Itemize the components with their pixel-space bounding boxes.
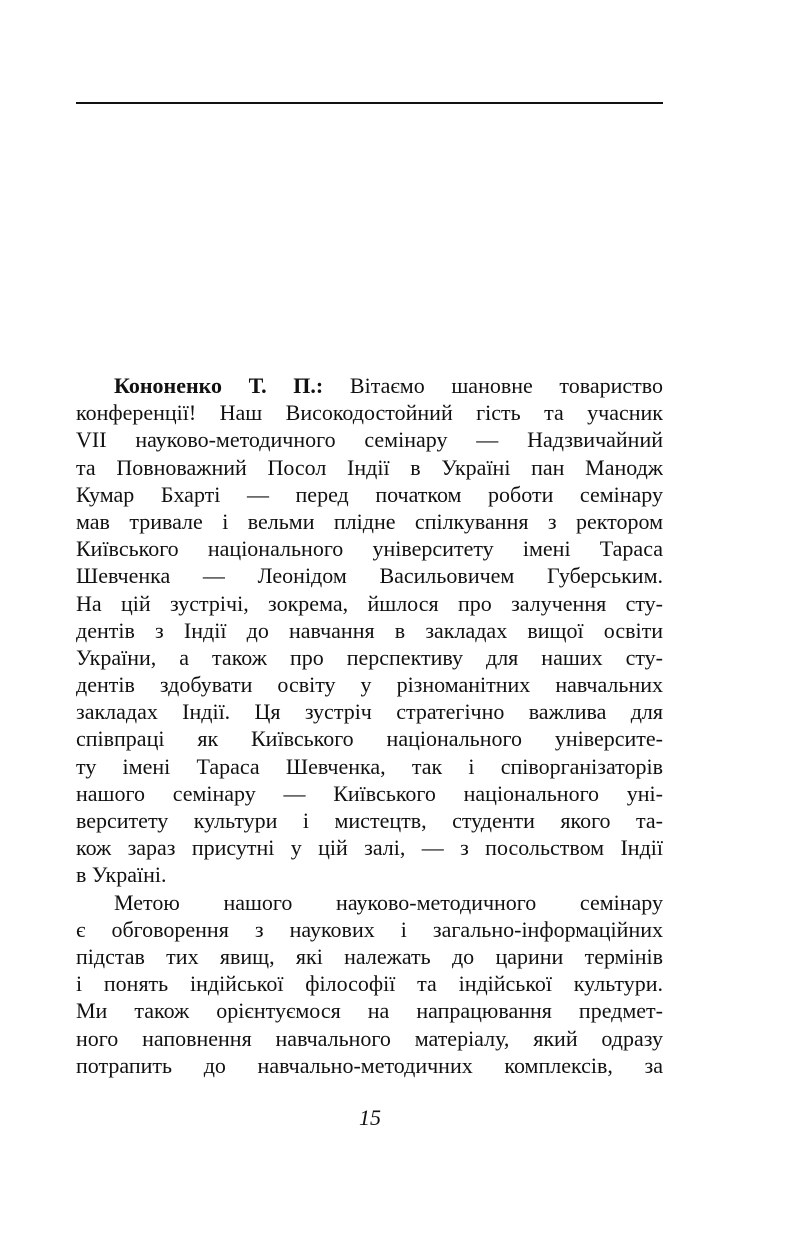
text-line: дентів здобувати освіту у різноманітних навчальних xyxy=(76,672,663,698)
text-line: VII науково-методичного семінару — Надзвичайний xyxy=(76,427,663,453)
text-line: Кумар Бхарті — перед початком роботи семінару xyxy=(76,481,663,507)
text-line: закладах Індії. Ця зустріч стратегічно важлива для xyxy=(76,699,663,725)
text-line: України, а також про перспективу для наших сту- xyxy=(76,644,663,670)
text-line: конференції! Наш Високодостойний гість та учасник xyxy=(76,400,663,426)
text-line: Метою нашого науково-методичного семінару xyxy=(114,889,663,915)
text-line: Ми також орієнтуємося на напрацювання предмет- xyxy=(76,998,663,1024)
text-line: ного наповнення навчального матеріалу, який одразу xyxy=(76,1025,663,1051)
paragraph-2 xyxy=(76,889,663,1079)
text-line: і понять індійської філософії та індійської культури. xyxy=(76,971,663,997)
text-line: ту імені Тараса Шевченка, так і співорганізаторів xyxy=(76,753,663,779)
paragraph-1 xyxy=(76,372,663,889)
text-line: та Повноважний Посол Індії в Україні пан Манодж xyxy=(76,454,663,480)
text-line: На цій зустрічі, зокрема, йшлося про залучення сту- xyxy=(76,590,663,616)
body-text xyxy=(76,372,663,1079)
text-line-rest: Вітаємо шановне товариство xyxy=(323,373,663,398)
text-line: потрапить до навчально-методичних комплексів, за xyxy=(76,1052,663,1078)
text-line: дентів з Індії до навчання в закладах вищої освіти xyxy=(76,617,663,643)
header-rule xyxy=(76,102,663,104)
text-line: є обговорення з наукових і загально-інформаційних xyxy=(76,916,663,942)
text-line: співпраці як Київського національного університе- xyxy=(76,726,663,752)
text-line: нашого семінару — Київського національного уні- xyxy=(76,780,663,806)
text-line xyxy=(76,372,663,399)
text-line: підстав тих явищ, які належать до царини термінів xyxy=(76,943,663,969)
page-number: 15 xyxy=(359,1105,381,1130)
text-line: мав тривале і вельми плідне спілкування з ректором xyxy=(76,508,663,534)
text-line: верситету культури і мистецтв, студенти якого та- xyxy=(76,808,663,833)
text-line: Київського національного університету імені Тараса xyxy=(76,536,663,562)
speaker-name: Кононенко Т. П.: xyxy=(114,373,324,398)
text-line: Шевченка — Леонідом Васильовичем Губерським. xyxy=(76,563,663,589)
text-line: в Україні. xyxy=(76,862,167,888)
text-line: кож зараз присутні у цій залі, — з посольством Індії xyxy=(76,835,663,861)
